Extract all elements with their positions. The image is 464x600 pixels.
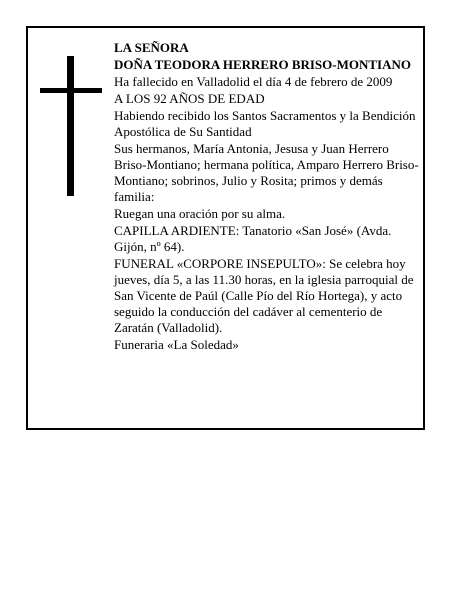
death-statement: Ha fallecido en Valladolid el día 4 de febrero de 2009 [114, 74, 393, 89]
deceased-name: DOÑA TEODORA HERRERO BRISO-MONTIANO [114, 57, 411, 72]
notice-title: LA SEÑORA [114, 40, 189, 55]
funeral-label: FUNERAL «CORPORE INSEPULTO» [114, 256, 323, 271]
sacraments-line: Habiendo recibido los Santos Sacramentos y la Bendición Apostólica de Su Santidad [114, 108, 416, 139]
funeral-info [114, 256, 420, 336]
funeral-home: Funeraria «La Soledad» [114, 337, 239, 352]
cross-icon [67, 56, 74, 196]
funeral-details: : Se celebra hoy jueves, día 5, a las 11.30 horas, en la iglesia parroquial de San Vicente de Paúl (Calle Pío del Río Hortega), y acto seguido la conducción del cadáver al cementerio de Zaratán (Valladolid). [114, 256, 414, 335]
obituary-text [114, 40, 420, 354]
cross-icon-bar [40, 88, 102, 93]
family-list: Sus hermanos, María Antonia, Jesusa y Juan Herrero Briso-Montiano; hermana política, Amparo Herrero Briso-Montiano; sobrinos, Julio y Rosita; primos y demás familia: [114, 141, 419, 204]
age-line: A LOS 92 AÑOS DE EDAD [114, 91, 265, 106]
prayer-request: Ruegan una oración por su alma. [114, 206, 286, 221]
obituary-notice [26, 26, 425, 430]
chapel-info: CAPILLA ARDIENTE: Tanatorio «San José» (Avda. Gijón, nº 64). [114, 223, 392, 254]
